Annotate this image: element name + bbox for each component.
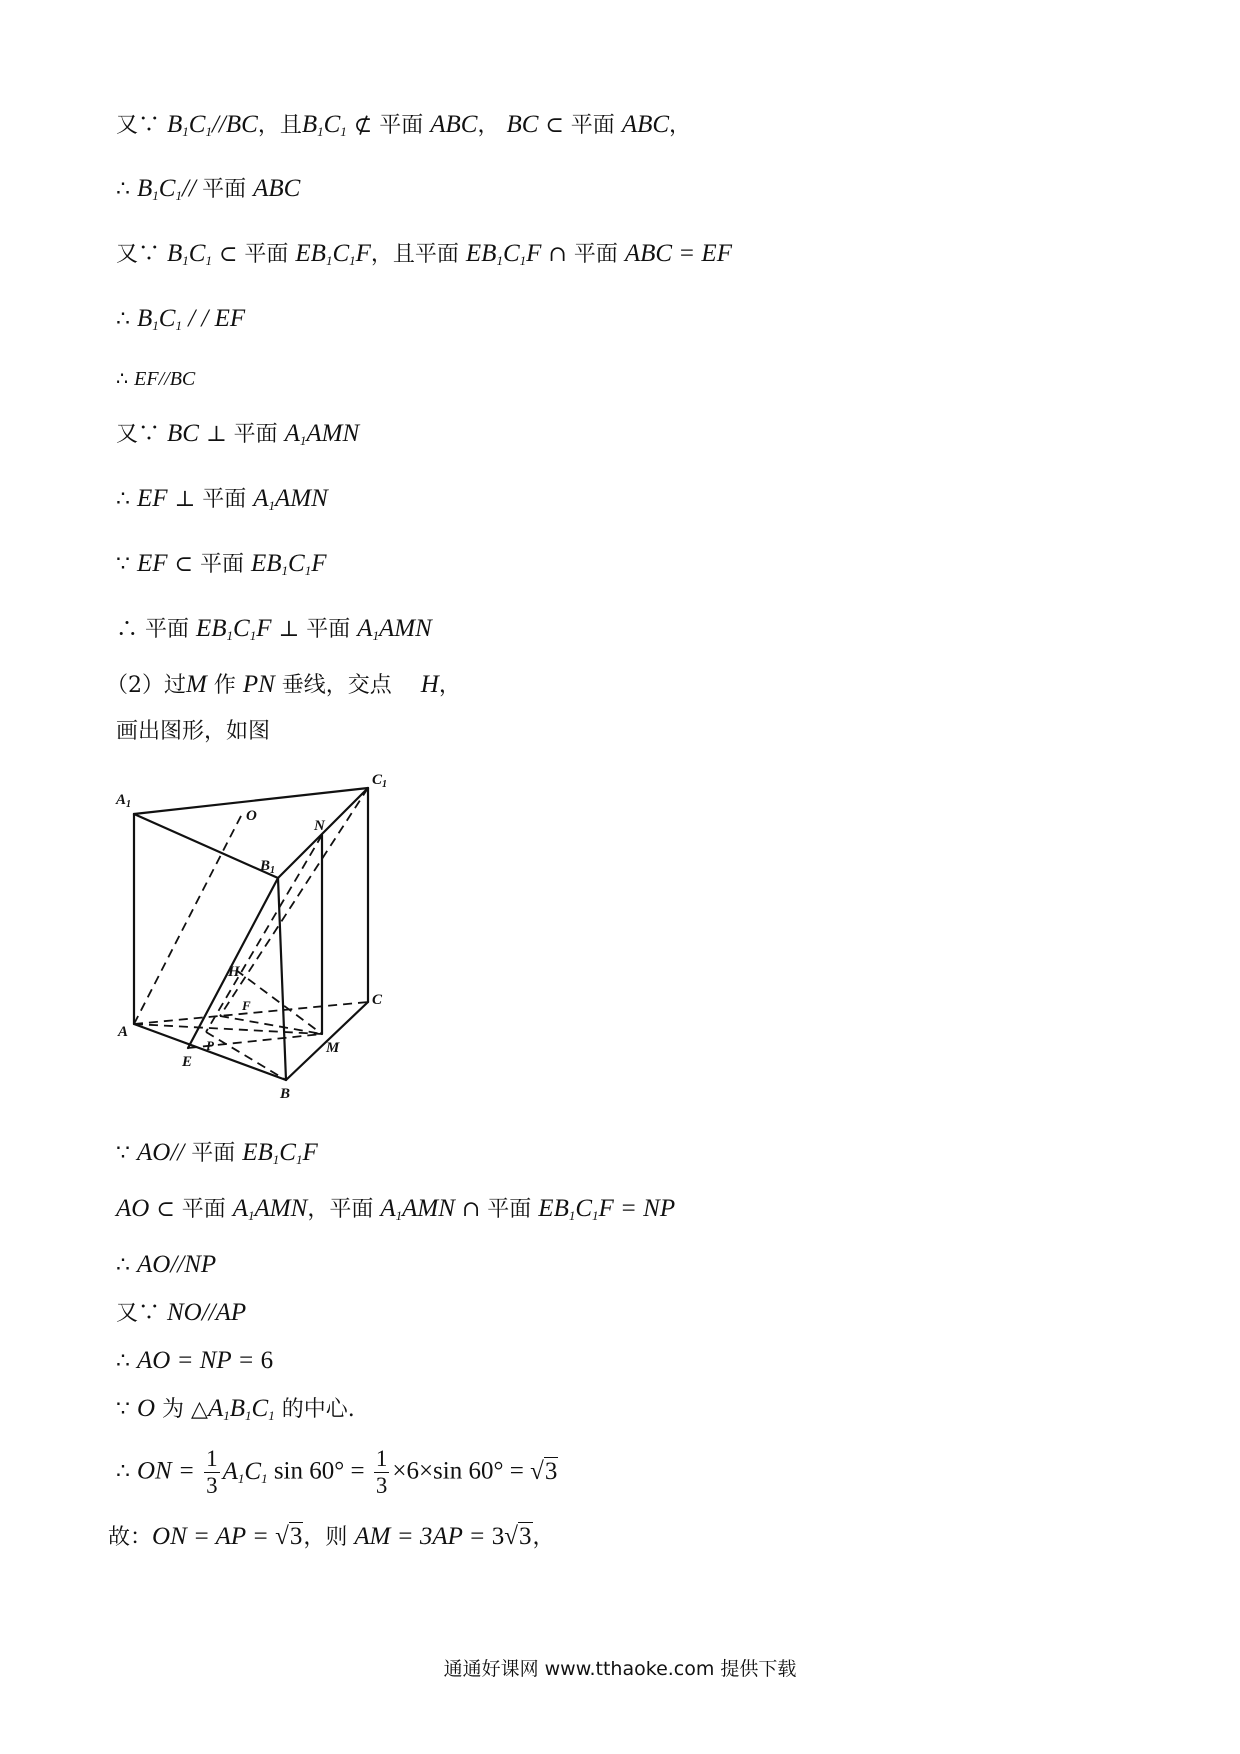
proof-line-4: ∴ $B_1C_1$ / / EF <box>116 305 246 333</box>
label-c1: $C_1$ <box>372 772 388 790</box>
footer-text: 通通好课网 www.tthaoke.com 提供下载 <box>443 1658 797 1680</box>
label-f: F <box>242 998 251 1013</box>
segment-a-o <box>134 814 242 1024</box>
fraction-one-third-2: $\frac{1}{3}$ <box>375 1446 388 1498</box>
label-n: N <box>314 818 325 834</box>
label-o: O <box>246 808 257 824</box>
proof-line-8: ∵ EF ⊂ 平面 $EB_1C_1F$ <box>116 550 327 578</box>
label-c: C <box>372 992 383 1008</box>
proof-line-18: ∴ ON = $\frac{1}{3}$ $A_1C_1$ sin 60° = $\frac{1}{3}$ ×6×sin 60° = √3 <box>116 1446 558 1498</box>
sqrt-3: √3 <box>275 1523 303 1550</box>
math: $B_1C_1//BC$ <box>167 111 258 139</box>
proof-line-10: （2）过M 作 PN 垂线，交点 H， <box>106 671 461 698</box>
fraction-one-third: $\frac{1}{3}$ <box>206 1446 218 1498</box>
label-p: P <box>206 1038 214 1053</box>
label-a1: $A_1$ <box>116 792 132 810</box>
label-b1: $B_1$ <box>260 858 276 876</box>
proof-line-14: ∴ AO//NP <box>116 1251 217 1278</box>
proof-line-9: ∴ 平面 $EB_1C_1F$ ⊥ 平面 $A_1AMN$ <box>116 615 432 643</box>
prism-figure <box>110 770 410 1114</box>
label-b: B <box>280 1086 291 1102</box>
sqrt-3: √3 <box>530 1457 558 1485</box>
proof-line-12: ∵ AO// 平面 $EB_1C_1F$ <box>116 1139 318 1167</box>
label-a: A <box>118 1024 129 1040</box>
edge-c1-f <box>220 788 368 1016</box>
proof-line-3: 又∵ $B_1C_1$ ⊂ 平面 $EB_1C_1F$，且平面 $EB_1C_1F$ ∩ 平面 ABC = EF <box>116 240 732 268</box>
proof-line-19: 故：ON = AP = √3，则 AM = 3AP = 3√3， <box>108 1523 555 1550</box>
proof-line-15: 又∵ NO//AP <box>116 1299 247 1326</box>
label-h: H <box>228 964 240 980</box>
proof-line-1: 又∵ $B_1C_1//BC$，且$B_1C_1$ ⊄ 平面 ABC， BC ⊂ 平面 ABC， <box>116 111 692 139</box>
proof-line-16: ∴ AO = NP = 6 <box>116 1347 274 1374</box>
proof-line-17: ∵ O 为 $\triangle A_1B_1C_1$ 的中心. <box>116 1395 355 1423</box>
proof-line-2: ∴ $B_1C_1//$ 平面 ABC <box>116 175 301 203</box>
segment-a-m <box>134 1024 322 1034</box>
label-e: E <box>182 1054 193 1070</box>
proof-line-7: ∴ EF ⊥ 平面 $A_1AMN$ <box>116 485 328 513</box>
proof-line-5: ∴ EF//BC <box>116 368 196 390</box>
proof-line-13: AO ⊂ 平面 $A_1AMN$，平面 $A_1AMN$ ∩ 平面 $EB_1C_1F$ = NP <box>116 1195 676 1223</box>
text: 又∵ <box>116 113 167 138</box>
three-sqrt-3: 3√3 <box>491 1523 532 1550</box>
edge-b1-e <box>188 878 278 1048</box>
proof-line-6: 又∵ BC ⊥ 平面 $A_1AMN$ <box>116 420 360 448</box>
proof-line-11: 画出图形，如图 <box>116 719 271 744</box>
edge-b1-b <box>278 878 286 1080</box>
prism-diagram <box>110 770 410 1110</box>
page-footer <box>0 1654 1240 1681</box>
label-m: M <box>326 1040 340 1056</box>
